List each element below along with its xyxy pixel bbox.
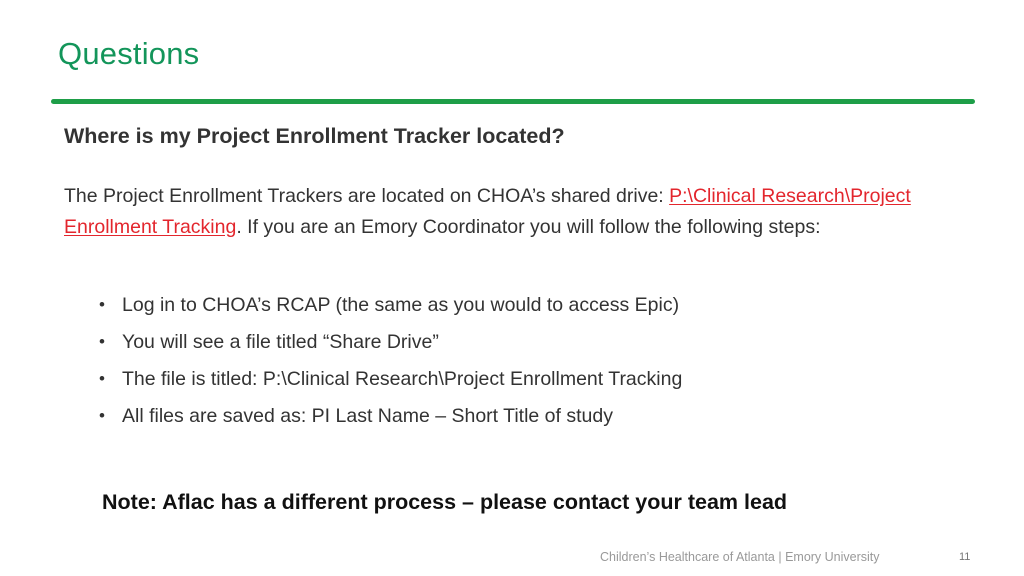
step-item: [99, 366, 682, 403]
footer-text: Children’s Healthcare of Atlanta | Emory University: [600, 550, 880, 564]
page-number: 11: [959, 551, 971, 563]
intro-paragraph: [64, 181, 964, 243]
step-text: Log in to CHOA’s RCAP (the same as you would to access Epic): [122, 294, 680, 316]
slide-title: Questions: [58, 36, 200, 71]
step-text: All files are saved as: PI Last Name – Short Title of study: [122, 405, 613, 427]
bullet-icon: •: [99, 406, 105, 425]
question-heading: Where is my Project Enrollment Tracker located?: [64, 124, 565, 148]
bullet-icon: •: [99, 369, 105, 388]
steps-list: [99, 292, 682, 440]
step-item: [99, 292, 682, 329]
note-text: Note: Aflac has a different process – please contact your team lead: [102, 490, 788, 514]
intro-text-after-link: . If you are an Emory Coordinator you will follow the following steps:: [236, 216, 821, 238]
step-item: [99, 329, 682, 366]
intro-text-before-link: The Project Enrollment Trackers are located on CHOA’s shared drive:: [64, 185, 670, 207]
step-text: You will see a file titled “Share Drive”: [122, 331, 439, 353]
shared-drive-link[interactable]: P:\Clinical Research\Project Enrollment Tracking: [64, 185, 911, 238]
bullet-icon: •: [99, 332, 105, 351]
step-text: The file is titled: P:\Clinical Research\Project Enrollment Tracking: [122, 368, 683, 390]
bullet-icon: •: [99, 295, 105, 314]
step-item: [99, 403, 682, 440]
title-divider: [51, 99, 975, 104]
